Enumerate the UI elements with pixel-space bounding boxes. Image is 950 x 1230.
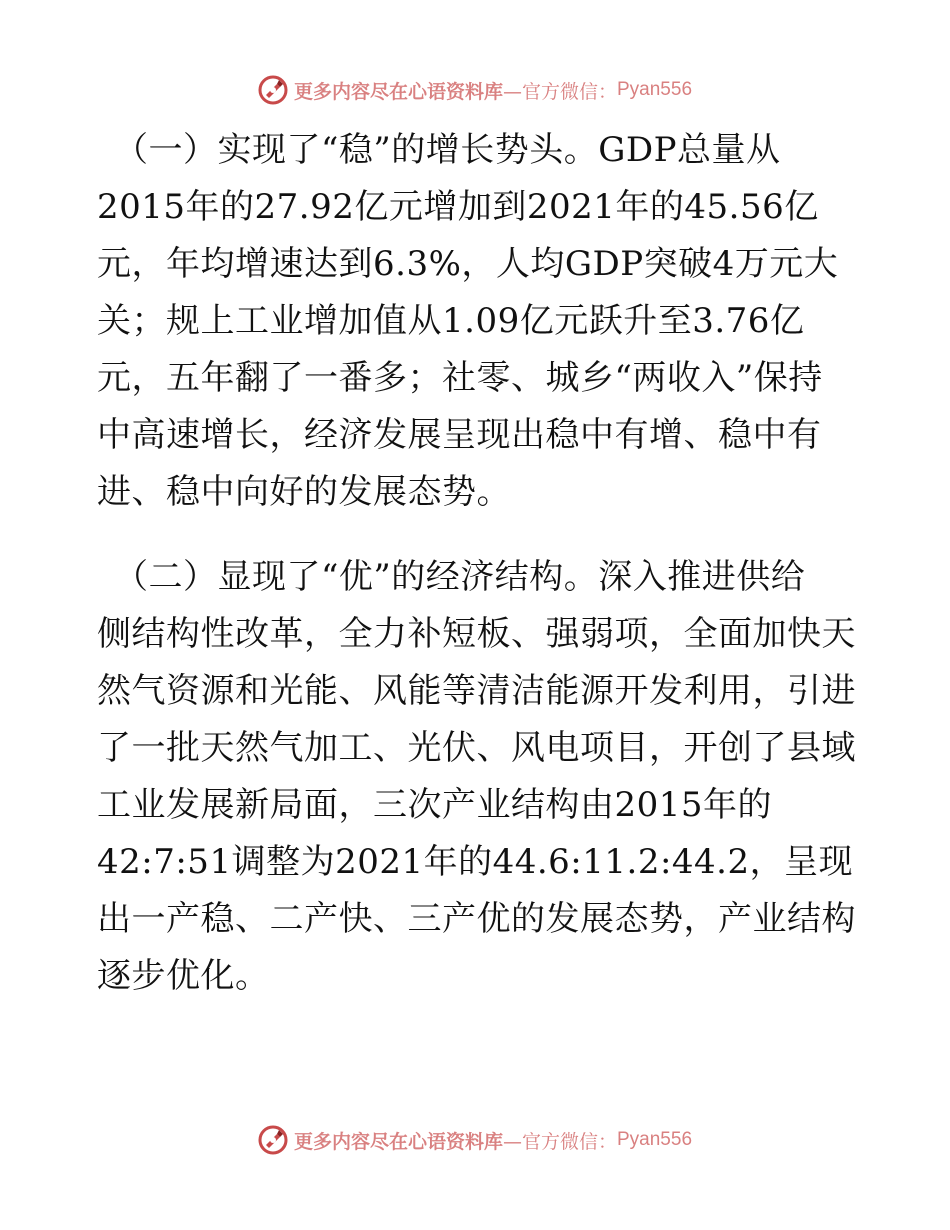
paragraph-line: （一）实现了“稳”的增长势头。GDP总量从	[114, 130, 781, 170]
paragraph-line: 关；规上工业增加值从1.09亿元跃升至3.76亿	[97, 301, 805, 341]
paragraph-line: 元，年均增速达到6.3%，人均GDP突破4万元大	[97, 244, 839, 284]
paragraph-1	[97, 122, 849, 521]
paragraph-2	[97, 549, 856, 1005]
header-watermark	[0, 72, 950, 108]
footer-watermark	[0, 1122, 950, 1158]
paragraph-line: 元，五年翻了一番多；社零、城乡“两收入”保持	[97, 358, 823, 398]
paragraph-line: 2015年的27.92亿元增加到2021年的45.56亿	[97, 187, 819, 227]
watermark-text: 更多内容尽在心语资料库	[293, 80, 503, 103]
paragraph-line: 中高速增长，经济发展呈现出稳中有增、稳中有	[97, 415, 822, 455]
paragraph-line: 工业发展新局面，三次产业结构由2015年的	[97, 785, 773, 825]
watermark-text: 更多内容尽在心语资料库	[293, 1130, 503, 1153]
paragraph-line: （二）显现了“优”的经济结构。深入推进供给	[114, 557, 806, 597]
watermark-separator: —官方微信：	[502, 1130, 617, 1153]
pen-logo-icon	[258, 75, 288, 105]
watermark-wechat-id: Pyan556	[617, 1129, 693, 1150]
paragraph-line: 了一批天然气加工、光伏、风电项目，开创了县域	[97, 728, 856, 768]
watermark-wechat-id: Pyan556	[617, 79, 693, 100]
paragraph-spacer	[97, 521, 849, 549]
pen-logo-icon	[258, 1125, 288, 1155]
paragraph-line: 进、稳中向好的发展态势。	[97, 472, 511, 512]
paragraph-line: 逐步优化。	[97, 956, 270, 996]
paragraph-line: 出一产稳、二产快、三产优的发展态势，产业结构	[97, 899, 856, 939]
paragraph-line: 侧结构性改革，全力补短板、强弱项，全面加快天	[97, 614, 856, 654]
document-body	[97, 122, 856, 1005]
watermark-separator: —官方微信：	[502, 80, 617, 103]
paragraph-line: 然气资源和光能、风能等清洁能源开发利用，引进	[97, 671, 856, 711]
paragraph-line: 42:7:51调整为2021年的44.6:11.2:44.2，呈现	[97, 842, 854, 882]
